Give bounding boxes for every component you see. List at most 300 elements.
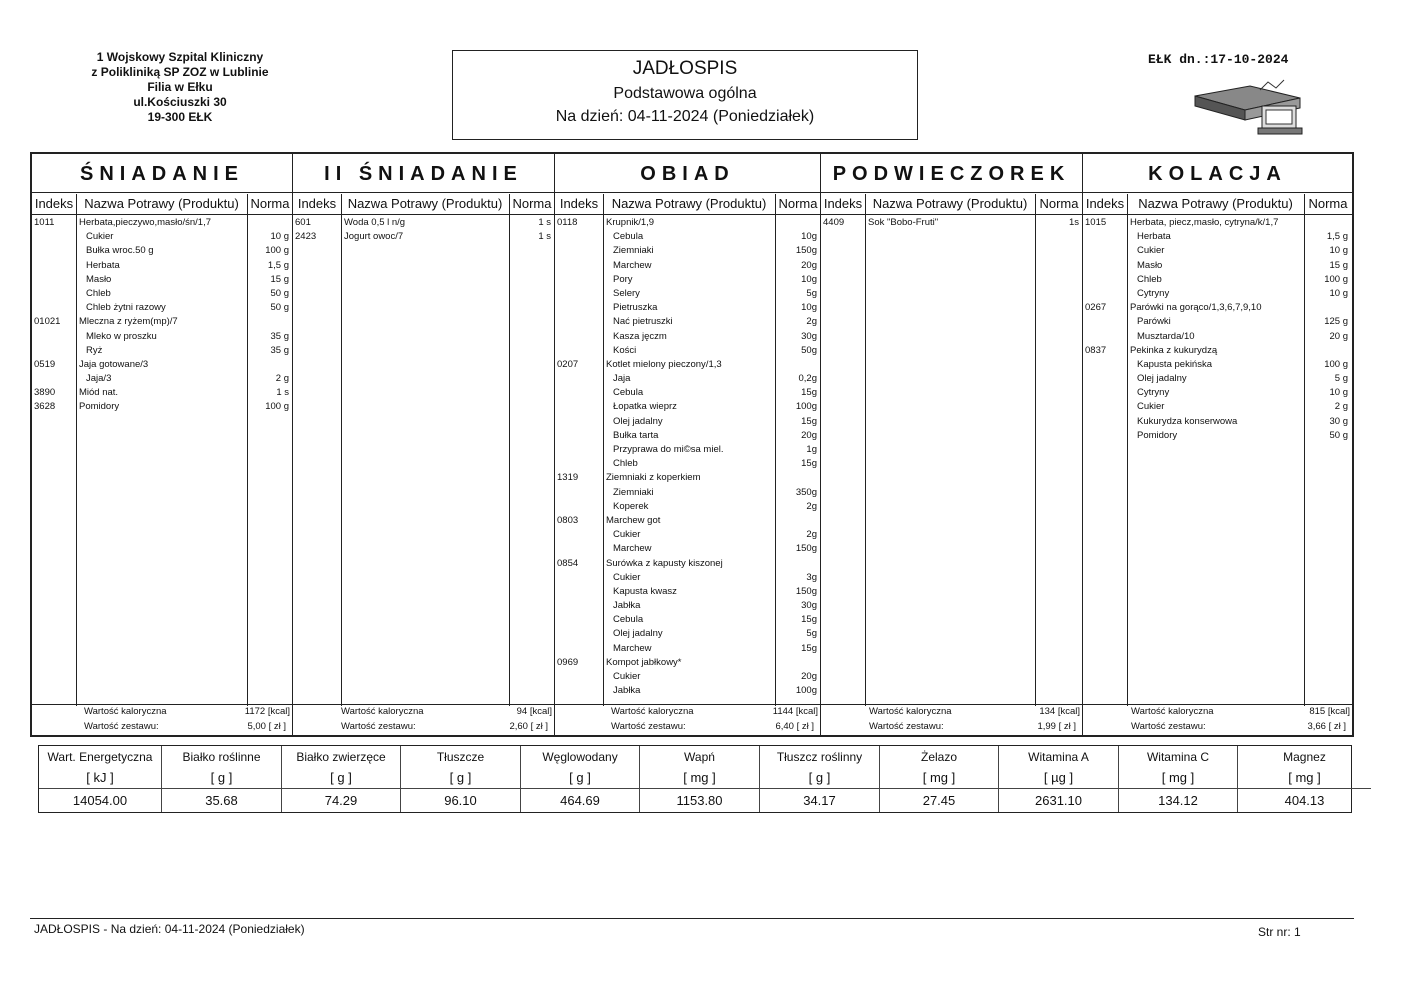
item-norm: 3g: [806, 571, 817, 583]
index-header: Indeks: [823, 196, 863, 211]
item-norm: 1 s: [538, 231, 551, 243]
item-name: Olej jadalny: [613, 415, 663, 427]
meal-items: [1083, 216, 1352, 443]
menu-item-row: [555, 585, 820, 599]
item-name: Masło: [86, 273, 112, 285]
item-name: Herbata,pieczywo,masło/śn/1,7: [79, 217, 212, 228]
item-index: 1319: [557, 472, 579, 484]
item-norm: 30g: [801, 330, 817, 342]
menu-item-row: [555, 216, 820, 230]
page-number: Str nr: 1: [1258, 925, 1301, 939]
menu-item-row: [555, 344, 820, 358]
item-norm: 1 s: [276, 387, 289, 399]
name-header: Nazwa Potrawy (Produktu): [84, 196, 239, 211]
menu-item-row: [1083, 244, 1352, 258]
nutrient-unit: [ kJ ]: [86, 770, 114, 785]
menu-item-row: [1083, 415, 1352, 429]
item-norm: 2 g: [275, 373, 289, 385]
menu-item-row: [32, 330, 292, 344]
item-norm: 100 g: [265, 401, 289, 413]
menu-item-row: [555, 557, 820, 571]
menu-item-row: [1083, 429, 1352, 443]
item-norm: 15g: [801, 387, 817, 399]
item-norm: 100 g: [265, 245, 289, 257]
meal-items: [32, 216, 292, 415]
nutrient-column: [760, 746, 880, 812]
meal-title: OBIAD: [555, 154, 820, 193]
item-name: Herbata: [1137, 231, 1171, 243]
meal-column: [32, 154, 293, 735]
item-norm: 150g: [795, 585, 817, 597]
item-norm: 100 g: [1324, 358, 1348, 370]
price-label: Wartość zestawu:: [84, 721, 159, 732]
nutrient-name: Tłuszcze: [436, 750, 485, 764]
item-name: Selery: [613, 287, 640, 299]
diet-name: Podstawowa ogólna: [613, 85, 757, 102]
calorie-label: Wartość kaloryczna: [869, 706, 952, 717]
nutrient-value: 464.69: [521, 788, 639, 812]
item-index: 0854: [557, 557, 579, 569]
item-name: Kompot jabłkowy*: [606, 656, 682, 668]
nutrient-name: Wapń: [684, 750, 715, 764]
item-norm: 50g: [801, 344, 817, 356]
title-box: [452, 50, 918, 140]
nutrient-unit: [ g ]: [330, 770, 352, 785]
name-header: Nazwa Potrawy (Produktu): [347, 196, 503, 211]
menu-item-row: [555, 599, 820, 613]
item-norm: 30g: [801, 600, 817, 612]
summary-divider: [32, 704, 292, 705]
page-title: JADŁOSPIS: [632, 58, 738, 79]
calorie-value: 1144 [kcal]: [772, 706, 818, 717]
menu-item-row: [555, 471, 820, 485]
nutrient-unit: [ g ]: [449, 770, 472, 785]
nutrient-column: [880, 746, 999, 812]
item-name: Chleb: [1137, 273, 1162, 285]
nutrient-unit: [ mg ]: [1161, 770, 1195, 785]
menu-item-row: [555, 244, 820, 258]
item-name: Sok "Bobo-Fruti": [868, 217, 939, 228]
item-name: Cukier: [1137, 245, 1165, 257]
hospital-address: [60, 50, 300, 125]
menu-item-row: [555, 315, 820, 329]
meal-title: II ŚNIADANIE: [293, 154, 554, 193]
price-label: Wartość zestawu:: [611, 721, 686, 732]
menu-item-row: [32, 358, 292, 372]
menu-item-row: [555, 400, 820, 414]
item-norm: 20 g: [1329, 330, 1348, 342]
nutrient-column: [162, 746, 282, 812]
item-name: Parówki na gorąco/1,3,6,7,9,10: [1130, 302, 1262, 314]
item-index: 2423: [295, 231, 317, 243]
menu-item-row: [555, 372, 820, 386]
item-name: Surówka z kapusty kiszonej: [606, 557, 723, 569]
nutrient-unit: [ mg ]: [922, 770, 956, 785]
norm-header: Norma: [1039, 196, 1079, 211]
item-name: Herbata, piecz,masło, cytryna/k/1,7: [1130, 217, 1279, 228]
item-norm: 100g: [795, 685, 817, 697]
menu-table: [30, 152, 1354, 737]
nutrient-column: [401, 746, 521, 812]
menu-item-row: [1083, 259, 1352, 273]
nutrient-unit: [ mg ]: [1288, 770, 1321, 785]
menu-item-row: [32, 372, 292, 386]
nutrient-name: Żelazo: [920, 750, 958, 764]
item-name: Pory: [613, 273, 633, 285]
item-norm: 10 g: [1329, 287, 1348, 299]
item-norm: 15 g: [1329, 259, 1348, 271]
calorie-value: 94 [kcal]: [516, 706, 552, 717]
menu-item-row: [32, 301, 292, 315]
item-norm: 2g: [806, 529, 817, 541]
price-value: 6,40 [ zł ]: [775, 721, 814, 732]
item-index: 1011: [34, 217, 55, 228]
item-name: Marchew got: [606, 514, 661, 526]
meal-title: PODWIECZOREK: [821, 154, 1082, 193]
menu-item-row: [1083, 287, 1352, 301]
menu-item-row: [555, 457, 820, 471]
item-norm: 50 g: [270, 287, 289, 299]
menu-item-row: [555, 642, 820, 656]
item-norm: 20g: [801, 671, 817, 682]
item-norm: 50 g: [270, 302, 289, 314]
item-norm: 1,5 g: [267, 259, 289, 271]
item-name: Nać pietruszki: [613, 316, 673, 328]
calorie-value: 1172 [kcal]: [244, 706, 290, 717]
column-divider: [865, 194, 866, 706]
name-header: Nazwa Potrawy (Produktu): [872, 196, 1028, 211]
index-header: Indeks: [297, 196, 337, 211]
nutrient-value: 96.10: [401, 788, 520, 812]
item-norm: 150g: [795, 245, 817, 257]
norm-header: Norma: [512, 196, 552, 211]
menu-item-row: [1083, 315, 1352, 329]
item-index: 601: [295, 217, 311, 228]
price-value: 5,00 [ zł ]: [247, 721, 286, 732]
item-name: Kapusta pekińska: [1137, 358, 1212, 370]
item-norm: 10 g: [1329, 387, 1348, 399]
menu-item-row: [555, 415, 820, 429]
item-name: Cytryny: [1137, 387, 1170, 399]
column-header: [555, 193, 820, 215]
item-name: Cebula: [613, 387, 644, 399]
nutrient-name: Wart. Energetyczna: [47, 750, 153, 764]
name-header: Nazwa Potrawy (Produktu): [611, 196, 767, 211]
item-norm: 2g: [806, 500, 817, 512]
menu-item-row: [32, 216, 292, 230]
menu-item-row: [555, 443, 820, 457]
item-name: Ziemniaki z koperkiem: [606, 472, 701, 484]
column-header: [1083, 193, 1352, 215]
menu-item-row: [1083, 400, 1352, 414]
meal-title: ŚNIADANIE: [32, 154, 292, 193]
price-value: 1,99 [ zł ]: [1037, 721, 1076, 732]
menu-item-row: [555, 684, 820, 698]
hospital-line: 1 Wojskowy Szpital Kliniczny: [96, 50, 264, 64]
hospital-line: ul.Kościuszki 30: [133, 95, 227, 109]
item-norm: 35 g: [270, 344, 289, 356]
item-index: 1015: [1085, 217, 1107, 228]
item-norm: 150g: [795, 543, 817, 555]
norm-header: Norma: [778, 196, 818, 211]
computer-book-icon: [1190, 78, 1310, 138]
calorie-label: Wartość kaloryczna: [84, 706, 167, 717]
summary-divider: [821, 704, 1082, 705]
item-name: Kotlet mielony pieczony/1,3: [606, 358, 722, 370]
column-divider: [341, 194, 342, 706]
item-name: Koperek: [613, 500, 649, 512]
item-norm: 0,2g: [798, 373, 817, 385]
calorie-value: 815 [kcal]: [1309, 706, 1350, 717]
item-index: 0969: [557, 656, 579, 668]
column-header: [32, 193, 292, 215]
footer-divider: [30, 918, 1354, 919]
item-index: 4409: [823, 217, 845, 228]
item-name: Krupnik/1,9: [606, 217, 655, 228]
price-value: 3,66 [ zł ]: [1307, 721, 1346, 732]
item-norm: 10g: [801, 273, 817, 285]
item-name: Masło: [1137, 259, 1163, 271]
menu-item-row: [32, 315, 292, 329]
item-norm: 1g: [806, 444, 817, 455]
item-name: Cukier: [86, 231, 114, 243]
item-index: 0118: [557, 217, 578, 228]
item-norm: 10 g: [1329, 245, 1348, 257]
item-name: Bułka tarta: [613, 429, 659, 441]
nutrient-name: Białko zwierzęce: [296, 750, 386, 764]
meal-items: [821, 216, 1082, 230]
item-name: Cukier: [1137, 401, 1165, 413]
menu-item-row: [555, 273, 820, 287]
menu-item-row: [32, 287, 292, 301]
item-name: Jaja: [613, 373, 631, 385]
item-index: 0519: [34, 358, 56, 370]
item-norm: 5g: [806, 628, 817, 640]
item-norm: 5 g: [1334, 373, 1348, 385]
item-name: Jaja gotowane/3: [79, 358, 149, 370]
item-name: Ziemniaki: [613, 245, 654, 257]
calorie-label: Wartość kaloryczna: [341, 706, 424, 717]
hospital-line: Filia w Ełku: [147, 80, 213, 94]
index-header: Indeks: [34, 196, 74, 211]
item-norm: 350g: [795, 486, 817, 498]
calorie-label: Wartość kaloryczna: [1131, 706, 1214, 717]
print-date: EŁK dn.:17-10-2024: [1148, 52, 1289, 67]
item-name: Pietruszka: [613, 302, 658, 314]
item-index: 3890: [34, 387, 56, 399]
nutrient-value: 1153.80: [640, 788, 759, 812]
item-name: Ziemniaki: [613, 486, 654, 498]
item-name: Cebula: [613, 614, 644, 626]
menu-item-row: [555, 670, 820, 684]
menu-item-row: [555, 656, 820, 670]
price-label: Wartość zestawu:: [1131, 721, 1206, 732]
item-name: Olej jadalny: [1137, 373, 1187, 385]
menu-item-row: [32, 244, 292, 258]
price-label: Wartość zestawu:: [341, 721, 416, 732]
item-name: Cukier: [613, 529, 641, 541]
nutrient-unit: [ mg ]: [683, 770, 716, 785]
menu-item-row: [1083, 230, 1352, 244]
item-name: Ryż: [86, 344, 103, 356]
menu-item-row: [555, 542, 820, 556]
nutrient-value: 35.68: [162, 788, 281, 812]
nutrient-unit: [ µg ]: [1043, 770, 1074, 785]
nutrient-column: [521, 746, 640, 812]
item-index: 0207: [557, 358, 579, 370]
item-norm: 15g: [801, 415, 817, 427]
item-norm: 100 g: [1324, 273, 1348, 285]
item-name: Marchew: [613, 259, 652, 271]
menu-item-row: [555, 528, 820, 542]
item-name: Kasza jęczm: [613, 330, 667, 342]
nutrient-unit: [ g ]: [210, 770, 233, 785]
item-name: Miód nat.: [79, 387, 119, 399]
menu-item-row: [555, 627, 820, 641]
item-norm: 15g: [801, 458, 817, 470]
menu-item-row: [555, 230, 820, 244]
menu-item-row: [555, 571, 820, 585]
menu-item-row: [1083, 273, 1352, 287]
menu-date: Na dzień: 04-11-2024 (Poniedziałek): [555, 108, 815, 125]
item-name: Kapusta kwasz: [613, 585, 677, 597]
item-norm: 50 g: [1329, 429, 1348, 441]
item-norm: 5g: [806, 287, 817, 299]
meal-column: [1083, 154, 1352, 735]
menu-item-row: [555, 486, 820, 500]
menu-item-row: [555, 287, 820, 301]
item-norm: 1s: [1068, 217, 1079, 228]
item-index: 0837: [1085, 344, 1107, 356]
item-index: 01021: [34, 316, 61, 328]
item-name: Pomidory: [1137, 429, 1178, 441]
item-norm: 15g: [801, 642, 817, 654]
menu-item-row: [1083, 344, 1352, 358]
norm-header: Norma: [1308, 196, 1348, 211]
nutrient-value: 404.13: [1238, 788, 1371, 812]
column-header: [821, 193, 1082, 215]
item-name: Jogurt owoc/7: [344, 231, 404, 243]
nutrient-name: Białko roślinne: [182, 750, 261, 764]
nutrient-unit: [ g ]: [569, 770, 591, 785]
column-divider: [1035, 194, 1036, 706]
menu-item-row: [555, 330, 820, 344]
nutrient-name: Tłuszcz roślinny: [776, 750, 863, 764]
menu-item-row: [555, 429, 820, 443]
item-name: Mleczna z ryżem(mp)/7: [79, 316, 178, 328]
nutrient-name: Magnez: [1283, 750, 1326, 764]
menu-item-row: [32, 230, 292, 244]
calorie-value: 134 [kcal]: [1039, 706, 1080, 717]
menu-item-row: [1083, 386, 1352, 400]
menu-item-row: [555, 500, 820, 514]
menu-item-row: [1083, 216, 1352, 230]
item-name: Jabłka: [613, 600, 641, 612]
item-name: Pekinka z kukurydzą: [1130, 344, 1218, 356]
column-divider: [509, 194, 510, 706]
nutrient-column: [1119, 746, 1238, 812]
nutrient-name: Witamina C: [1146, 750, 1209, 764]
item-name: Bułka wroc.50 g: [86, 245, 154, 257]
summary-divider: [293, 704, 554, 705]
item-name: Łopatka wieprz: [613, 401, 677, 413]
menu-item-row: [1083, 301, 1352, 315]
menu-item-row: [555, 514, 820, 528]
nutrient-unit: [ g ]: [808, 770, 831, 785]
item-norm: 30 g: [1329, 415, 1348, 427]
item-name: Cebula: [613, 231, 644, 243]
nutrient-column: [999, 746, 1119, 812]
item-index: 0267: [1085, 302, 1107, 314]
menu-item-row: [1083, 358, 1352, 372]
nutrient-value: 34.17: [760, 788, 879, 812]
item-name: Chleb: [613, 458, 638, 470]
item-norm: 10g: [801, 231, 817, 243]
menu-item-row: [32, 400, 292, 414]
item-name: Parówki: [1137, 316, 1171, 328]
item-name: Cytryny: [1137, 287, 1170, 299]
meal-column: [821, 154, 1083, 735]
item-name: Chleb żytni razowy: [86, 302, 166, 314]
hospital-line: 19-300 EŁK: [147, 110, 213, 124]
item-name: Cukier: [613, 571, 641, 583]
item-norm: 10 g: [270, 231, 289, 243]
nutrient-value: 27.45: [880, 788, 998, 812]
nutrient-column: [282, 746, 401, 812]
nutrient-name: Węglowodany: [542, 750, 618, 764]
item-name: Kukurydza konserwowa: [1137, 415, 1238, 427]
index-header: Indeks: [559, 196, 599, 211]
nutrition-table: [38, 745, 1352, 813]
item-name: Olej jadalny: [613, 628, 663, 640]
menu-item-row: [1083, 372, 1352, 386]
index-header: Indeks: [1085, 196, 1125, 211]
nutrient-value: 14054.00: [39, 788, 161, 812]
item-name: Jaja/3: [86, 373, 112, 385]
nutrient-column: [1238, 746, 1371, 812]
column-header: [293, 193, 554, 215]
item-norm: 100g: [795, 401, 817, 413]
item-norm: 10g: [801, 302, 817, 314]
meal-items: [555, 216, 820, 698]
price-label: Wartość zestawu:: [869, 721, 944, 732]
menu-item-row: [32, 273, 292, 287]
menu-item-row: [555, 259, 820, 273]
meal-items: [293, 216, 554, 244]
item-norm: 2 g: [1334, 401, 1348, 413]
item-name: Marchew: [613, 543, 652, 555]
summary-divider: [1083, 704, 1352, 705]
price-value: 2,60 [ zł ]: [509, 721, 548, 732]
menu-item-row: [821, 216, 1082, 230]
menu-item-row: [32, 386, 292, 400]
item-norm: 2g: [806, 316, 817, 328]
nutrient-column: [640, 746, 760, 812]
item-norm: 1 s: [538, 217, 551, 228]
menu-item-row: [293, 216, 554, 230]
item-name: Pomidory: [79, 401, 120, 413]
item-name: Przyprawa do mi©sa miel.: [613, 444, 724, 455]
summary-divider: [555, 704, 820, 705]
item-name: Chleb: [86, 287, 111, 299]
menu-item-row: [293, 230, 554, 244]
menu-item-row: [555, 613, 820, 627]
item-name: Woda 0,5 l n/g: [344, 217, 406, 228]
item-index: 0803: [557, 514, 579, 526]
item-name: Musztarda/10: [1137, 330, 1195, 342]
nutrient-column: [39, 746, 162, 812]
calorie-label: Wartość kaloryczna: [611, 706, 694, 717]
